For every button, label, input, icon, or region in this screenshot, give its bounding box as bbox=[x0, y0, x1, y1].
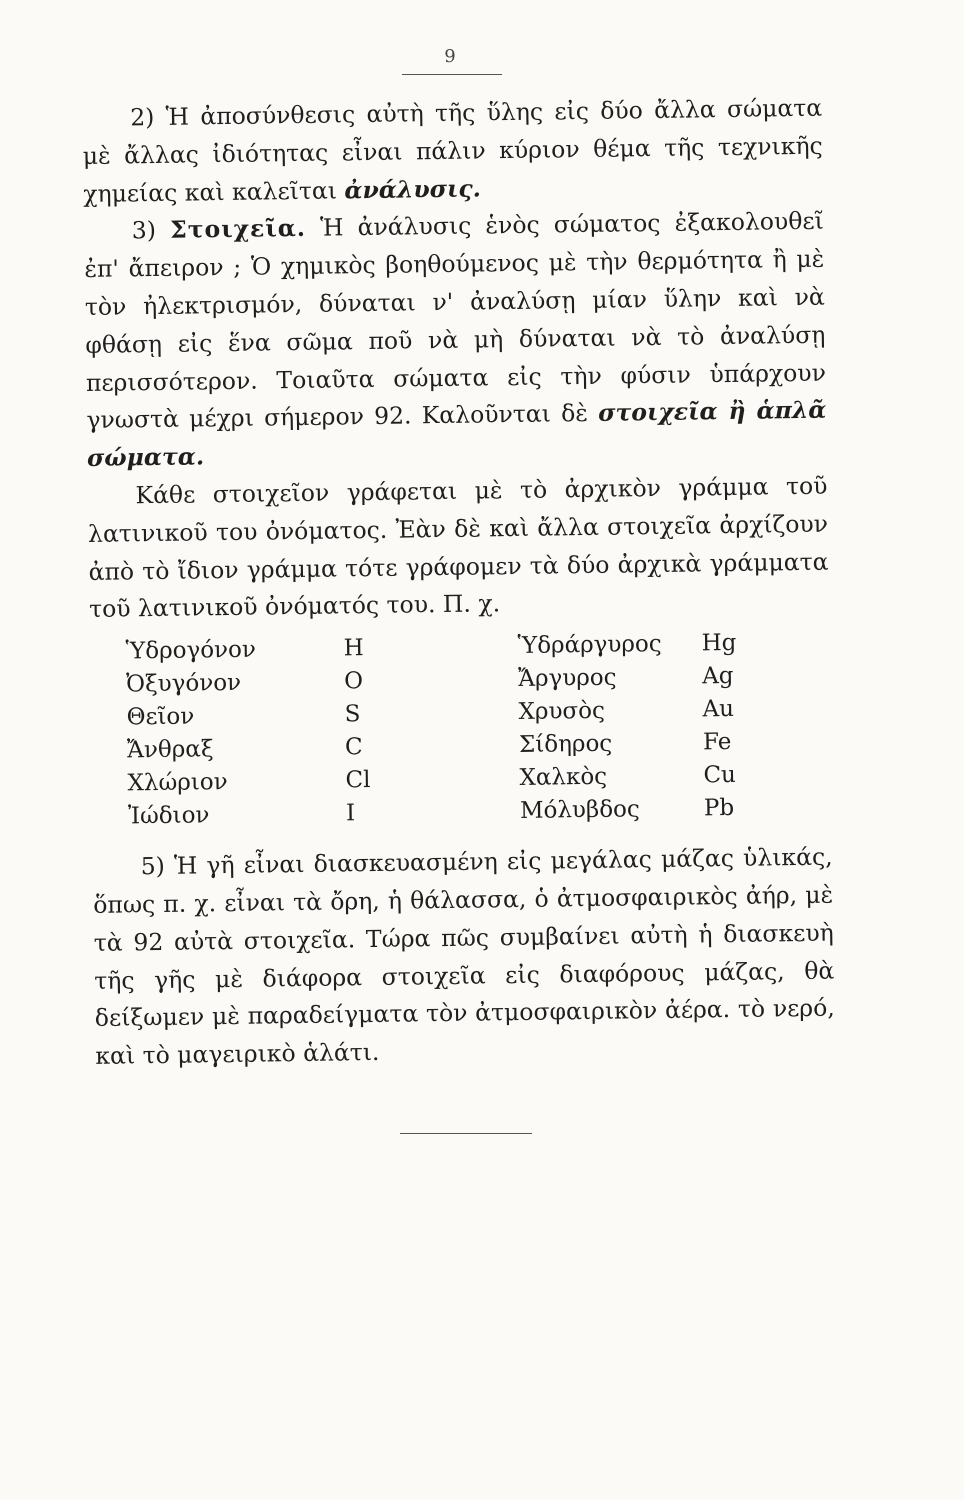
element-symbol: H bbox=[343, 635, 364, 662]
element-symbol: Ag bbox=[701, 663, 734, 690]
element-symbol: C bbox=[344, 734, 363, 761]
element-symbol: S bbox=[344, 701, 361, 728]
element-name: Ὑδρογόνον bbox=[125, 636, 257, 665]
element-name: Ὑδράργυρος bbox=[517, 631, 662, 660]
element-name: Χαλκὸς bbox=[519, 763, 608, 792]
term-analysis: ἀνάλυσις. bbox=[344, 174, 482, 204]
element-name: Ἰώδιον bbox=[127, 802, 210, 830]
element-name: Χλώριον bbox=[127, 769, 228, 797]
element-symbol: Pb bbox=[703, 795, 735, 822]
element-name: Ἄνθραξ bbox=[126, 736, 214, 764]
element-symbol: Cu bbox=[703, 762, 737, 789]
table-row bbox=[92, 792, 832, 832]
section-end-rule bbox=[400, 1133, 532, 1134]
paragraph-2-text: 2) Ἡ ἀποσύνθεσις αὐτὴ τῆς ὕλης εἰς δύο ἄλλα σώματα μὲ ἄλλας ἰδιότητας εἶναι πάλιν κύριον θέμα τῆς τεχνικῆς χημείας καὶ καλεῖται bbox=[82, 93, 823, 208]
element-name: Μόλυβδος bbox=[519, 796, 640, 825]
page-number: 9 bbox=[444, 46, 456, 67]
paragraph-3-number: 3) bbox=[131, 216, 157, 245]
element-symbol: I bbox=[345, 800, 356, 827]
element-symbol: Cl bbox=[345, 767, 371, 794]
element-symbol: Au bbox=[702, 696, 735, 723]
header-rule bbox=[402, 74, 502, 75]
element-name: Ὀξυγόνον bbox=[125, 669, 242, 698]
body-text bbox=[82, 90, 836, 1076]
element-name: Ἄργυρος bbox=[517, 664, 617, 693]
elements-table bbox=[89, 627, 832, 839]
element-name: Χρυσὸς bbox=[518, 697, 606, 726]
term-elements: στοιχεῖα ἢ ἁπλᾶ σώματα. bbox=[86, 396, 827, 473]
heading-elements: Στοιχεῖα. bbox=[169, 214, 307, 245]
element-name: Σίδηρος bbox=[518, 730, 613, 759]
element-symbol: Hg bbox=[701, 630, 737, 657]
paragraph-3 bbox=[84, 203, 828, 478]
paragraph-2 bbox=[82, 90, 824, 214]
element-name: Θεῖον bbox=[126, 703, 195, 731]
element-symbol: Fe bbox=[702, 729, 732, 756]
element-symbol: O bbox=[343, 668, 364, 695]
paragraph-5: 5) Ἡ γῆ εἶναι διασκευασμένη εἰς μεγάλας μάζας ὑλικάς, ὅπως π. χ. εἶναι τὰ ὄρη, ἡ θάλασσα, ὁ ἀτμοσφαιρικὸς ἀήρ, μὲ τὰ 92 αὐτὰ στοιχεῖα. Τώρα πῶς συμβαίνει αὐτὴ ἡ διασκευὴ τῆς γῆς μὲ διάφορα στοιχεῖα εἰς διαφόρους μάζας, θὰ δείξωμεν μὲ παραδείγματα τὸν ἀτμοσφαιρικὸν ἀέρα. τὸ νερό, καὶ τὸ μαγειρικὸ ἁλάτι. bbox=[93, 842, 835, 1071]
paragraph-4: Κάθε στοιχεῖον γράφεται μὲ τὸ ἀρχικὸν γράμμα τοῦ λατινικοῦ του ὀνόματος. Ἐὰν δὲ καὶ ἄλλα στοιχεῖα ἀρχίζουν ἀπὸ τὸ ἴδιον γράμμα τότε γράφομεν τὰ δύο ἀρχικὰ γράμματα τοῦ λατινικοῦ ὀνόματός του. Π. χ. bbox=[87, 471, 829, 624]
paragraph-3-text: Ἡ ἀνάλυσις ἑνὸς σώματος ἐξακολουθεῖ ἐπ' ἄπειρον ; Ὁ χημικὸς βοηθούμενος μὲ τὴν θερμότητα ἢ μὲ τὸν ἠλεκτρισμόν, δύναται ν' ἀναλύσῃ μίαν ὕλην καὶ νὰ φθάσῃ εἰς ἕνα σῶμα ποῦ νὰ μὴ δύναται νὰ τὸ ἀναλύσῃ περισσότερον. Τοιαῦτα σώματα εἰς τὴν φύσιν ὑπάρχουν γνωστὰ μέχρι σήμερον 92. Καλοῦνται δὲ bbox=[84, 207, 827, 435]
